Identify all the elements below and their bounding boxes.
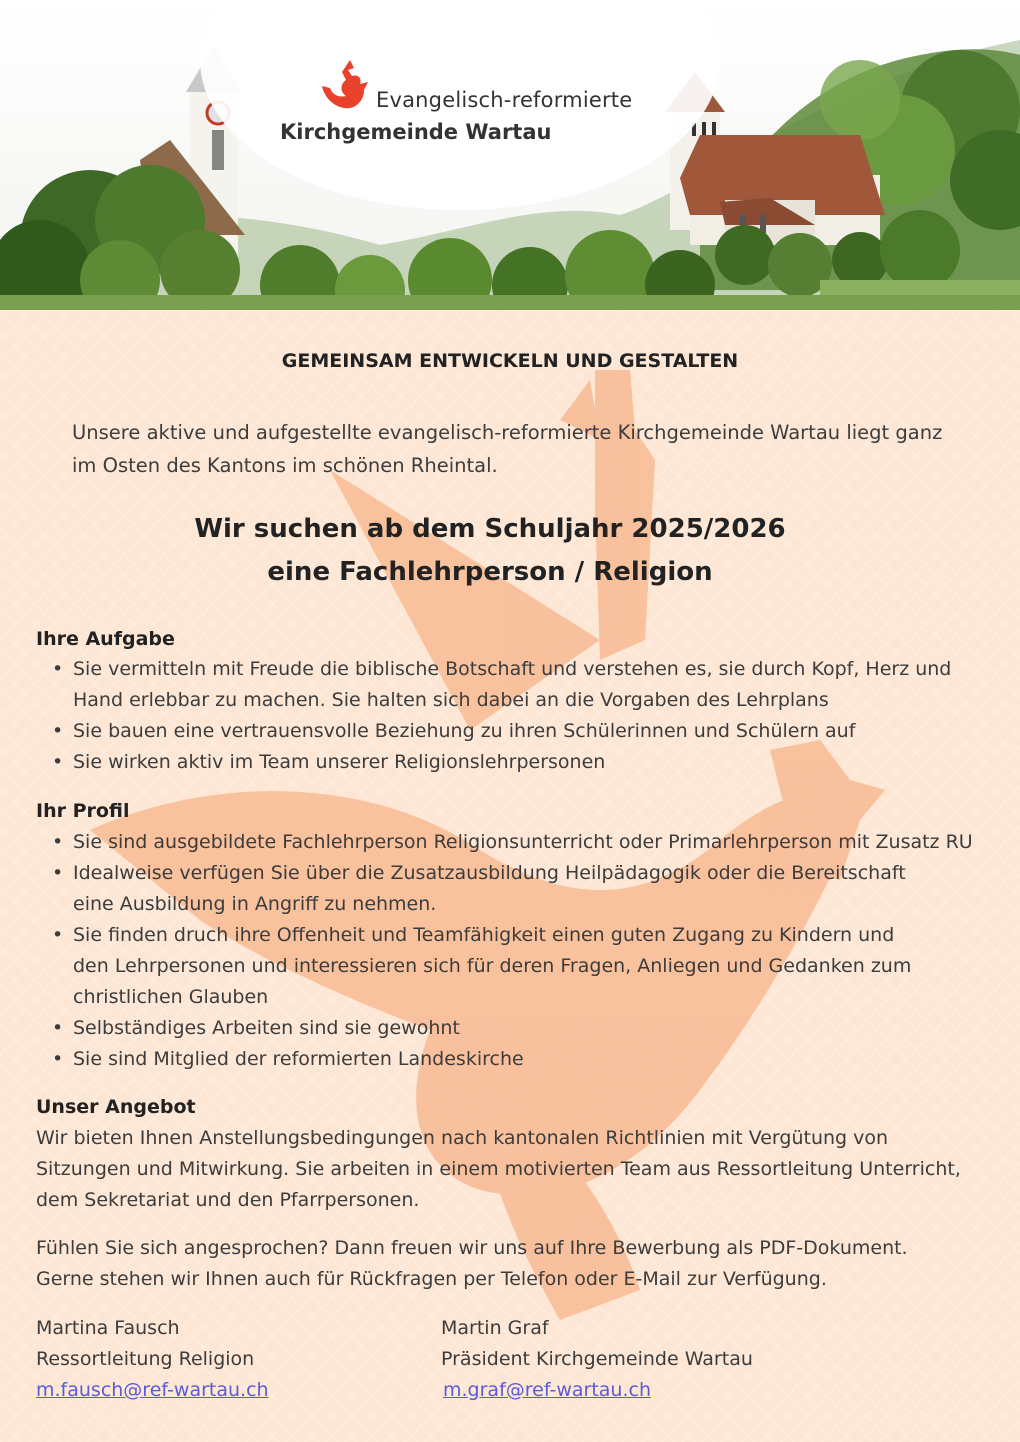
header-banner	[0, 0, 1020, 310]
logo-text-line2: Kirchgemeinde Wartau	[280, 120, 552, 144]
list-item: • Sie wirken aktiv im Team unserer Religionslehrpersonen	[36, 747, 976, 778]
rooster-icon	[318, 58, 378, 118]
contact-email-link[interactable]: m.fausch@ref-wartau.ch	[36, 1379, 269, 1401]
section-heading-profil: Ihr Profil	[36, 800, 130, 822]
document-body	[0, 310, 1020, 1442]
section-heading-aufgabe: Ihre Aufgabe	[36, 628, 175, 650]
closing-line1: Fühlen Sie sich angesprochen? Dann freuen wir uns auf Ihre Bewerbung als PDF-Dokument.	[36, 1237, 908, 1259]
contact-role: Präsident Kirchgemeinde Wartau	[441, 1348, 753, 1370]
headline-line1: Wir suchen ab dem Schuljahr 2025/2026	[194, 514, 786, 544]
list-item: • Sie sind Mitglied der reformierten Landeskirche	[36, 1044, 976, 1075]
aufgabe-list	[36, 654, 976, 778]
headline-line2: eine Fachlehrperson / Religion	[267, 557, 713, 587]
page-title: GEMEINSAM ENTWICKELN UND GESTALTEN	[281, 350, 739, 372]
intro-paragraph: Unsere aktive und aufgestellte evangelisch-reformierte Kirchgemeinde Wartau liegt ganz im Osten des Kantons im schönen Rheintal.	[72, 421, 943, 477]
list-item: • Sie bauen eine vertrauensvolle Beziehung zu ihren Schülerinnen und Schülern auf	[36, 716, 976, 747]
logo-text-line1: Evangelisch-reformierte	[376, 88, 633, 112]
closing-line2: Gerne stehen wir Ihnen auch für Rückfragen per Telefon oder E-Mail zur Verfügung.	[36, 1268, 827, 1290]
contact-email-link[interactable]: m.graf@ref-wartau.ch	[443, 1379, 651, 1401]
list-item: • Sie sind ausgebildete Fachlehrperson Religionsunterricht oder Primarlehrperson mit Zusatz RU	[36, 827, 976, 858]
angebot-paragraph: Wir bieten Ihnen Anstellungsbedingungen nach kantonalen Richtlinien mit Vergütung von Sitzungen und Mitwirkung. Sie arbeiten in einem motivierten Team aus Ressortleitung Unterricht, dem Sekretariat und den Pfarrpersonen.	[36, 1127, 961, 1211]
list-item: • Sie finden druch ihre Offenheit und Teamfähigkeit einen guten Zugang zu Kindern und den Lehrpersonen und interessieren sich für deren Fragen, Anliegen und Gedanken zum christlichen Glauben	[36, 920, 976, 1013]
list-item: • Selbständiges Arbeiten sind sie gewohnt	[36, 1013, 976, 1044]
church-landscape-image	[0, 0, 1020, 310]
list-item: • Idealweise verfügen Sie über die Zusatzausbildung Heilpädagogik oder die Bereitschaft eine Ausbildung in Angriff zu nehmen.	[36, 858, 976, 920]
list-item: • Sie vermitteln mit Freude die biblische Botschaft und verstehen es, sie durch Kopf, Herz und Hand erlebbar zu machen. Sie halten sich dabei an die Vorgaben des Lehrplans	[36, 654, 976, 716]
contact-name: Martina Fausch	[36, 1317, 180, 1339]
contact-name: Martin Graf	[441, 1317, 549, 1339]
profil-list	[36, 827, 976, 1075]
contact-role: Ressortleitung Religion	[36, 1348, 255, 1370]
section-heading-angebot: Unser Angebot	[36, 1096, 196, 1118]
